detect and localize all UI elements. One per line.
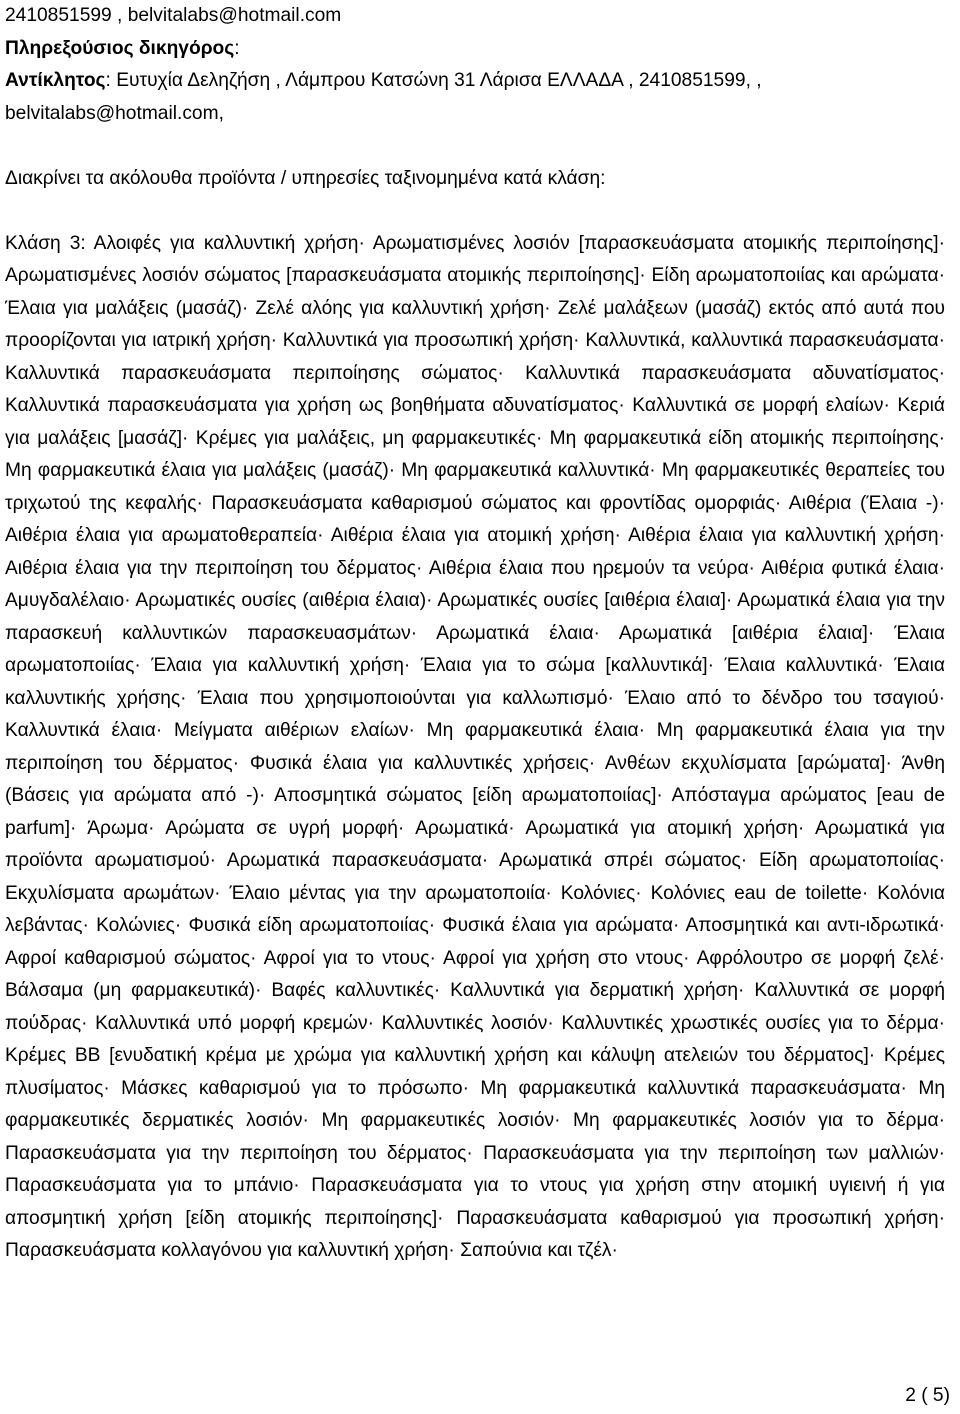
opponent-line bbox=[5, 65, 945, 98]
document-page bbox=[5, 0, 945, 1268]
blank-line bbox=[5, 195, 945, 228]
attorney-line bbox=[5, 33, 945, 66]
contact-line: 2410851599 , belvitalabs@hotmail.com bbox=[5, 5, 342, 26]
intro-line: Διακρίνει τα ακόλουθα προϊόντα / υπηρεσίες ταξινομημένα κατά κλάση: bbox=[5, 167, 606, 189]
attorney-label: Πληρεξούσιος δικηγόρος bbox=[5, 37, 235, 59]
page-number: 2 ( 5) bbox=[905, 1385, 950, 1406]
opponent-text: : Ευτυχία Δεληζήση , Λάμπρου Κατσώνη 31 Λάρισα ΕΛΛΑΔΑ , 2410851599, , bbox=[105, 70, 762, 91]
class-3-goods-list: Κλάση 3: Αλοιφές για καλλυντική χρήση· Αρωματισμένες λοσιόν [παρασκευάσματα ατομικής περιποίησης]· Αρωματισμένες λοσιόν σώματος [παρασκευάσματα ατομικής περιποίησης]· Είδη αρωματοποιίας και αρώματα· Έλαια για μαλάξεις (μασάζ)· Ζελέ αλόης για καλλυντική χρήση· Ζελέ μαλάξεων (μασάζ) εκτός από αυτά που προορίζονται για ιατρική χρήση· Καλλυντικά για προσωπική χρήση· Καλλυντικά, καλλυντικά παρασκευάσματα· Καλλυντικά παρασκευάσματα περιποίησης σώματος· Καλλυντικά παρασκευάσματα αδυνατίσματος· Καλλυντικά παρασκευάσματα για χρήση ως βοηθήματα αδυνατίσματος· Καλλυντικά σε μορφή ελαίων· Κεριά για μαλάξεις [μασάζ]· Κρέμες για μαλάξεις, μη φαρμακευτικές· Μη φαρμακευτικά είδη ατομικής περιποίησης· Μη φαρμακευτικά έλαια για μαλάξεις (μασάζ)· Μη φαρμακευτικά καλλυντικά· Μη φαρμακευτικές θεραπείες του τριχωτού της κεφαλής· Παρασκευάσματα καθαρισμού σώματος και φροντίδας ομορφιάς· Αιθέρια (Έλαια -)· Αιθέρια έλαια για αρωματοθεραπεία· Αιθέρια έλαια για ατομική χρήση· Αιθέρια έλαια για καλλυντική χρήση· Αιθέρια έλαια για την περιποίηση του δέρματος· Αιθέρια έλαια που ηρεμούν τα νεύρα· Αιθέρια φυτικά έλαια· Αμυγδαλέλαιο· Αρωματικές ουσίες (αιθέρια έλαια)· Αρωματικές ουσίες [αιθέρια έλαια]· Αρωματικά έλαια για την παρασκευή καλλυντικών παρασκευασμάτων· Αρωματικά έλαια· Αρωματικά [αιθέρια έλαια]· Έλαια αρωματοποιίας· Έλαια για καλλυντική χρήση· Έλαια για το σώμα [καλλυντικά]· Έλαια καλλυντικά· Έλαια καλλυντικής χρήσης· Έλαια που χρησιμοποιούνται για καλλωπισμό· Έλαιο από το δένδρο του τσαγιού· Καλλυντικά έλαια· Μείγματα αιθέριων ελαίων· Μη φαρμακευτικά έλαια· Μη φαρμακευτικά έλαια για την περιποίηση του δέρματος· Φυσικά έλαια για καλλυντικές χρήσεις· Ανθέων εκχυλίσματα [αρώματα]· Άνθη (Βάσεις για αρώματα από -)· Αποσμητικά σώματος [είδη αρωματοποιίας]· Απόσταγμα αρώματος [eau de parfum]· Άρωμα· Αρώματα σε υγρή μορφή· Αρωματικά· Αρωματικά για ατομική χρήση· Αρωματικά για προϊόντα αρωματισμού· Αρωματικά παρασκευάσματα· Αρωματικά σπρέι σώματος· Είδη αρωματοποιίας· Εκχυλίσματα αρωμάτων· Έλαιο μέντας για την αρωματοποιία· Κολόνιες· Κολόνιες eau de toilette· Κολόνια λεβάντας· Κολώνιες· Φυσικά είδη αρωματοποιίας· Φυσικά έλαια για αρώματα· Αποσμητικά και αντι-ιδρωτικά· Αφροί καθαρισμού σώματος· Αφροί για το ντους· Αφροί για χρήση στο ντους· Αφρόλουτρο σε μορφή ζελέ· Βάλσαμα (μη φαρμακευτικά)· Βαφές καλλυντικές· Καλλυντικά για δερματική χρήση· Καλλυντικά σε μορφή πούδρας· Καλλυντικά υπό μορφή κρεμών· Καλλυντικές λοσιόν· Καλλυντικές χρωστικές ουσίες για το δέρμα· Κρέμες BB [ενυδατική κρέμα με χρώμα για καλλυντική χρήση και κάλυψη ατελειών του δέρματος]· Κρέμες πλυσίματος· Μάσκες καθαρισμού για το πρόσωπο· Μη φαρμακευτικά καλλυντικά παρασκευάσματα· Μη φαρμακευτικές δερματικές λοσιόν· Μη φαρμακευτικές λοσιόν· Μη φαρμακευτικές λοσιόν για το δέρμα· Παρασκευάσματα για την περιποίηση του δέρματος· Παρασκευάσματα για την περιποίηση των μαλλιών· Παρασκευάσματα για το μπάνιο· Παρασκευάσματα για το ντους για χρήση στην ατομική υγιεινή ή για αποσμητική χρήση [είδη ατομικής περιποίησης]· Παρασκευάσματα καθαρισμού για προσωπική χρήση· Παρασκευάσματα κολλαγόνου για καλλυντική χρήση· Σαπούνια και τζέλ· bbox=[5, 232, 945, 1261]
opponent-label: Αντίκλητος bbox=[5, 70, 106, 91]
blank-line bbox=[5, 130, 945, 163]
attorney-suffix: : bbox=[234, 37, 240, 59]
opponent-email: belvitalabs@hotmail.com, bbox=[5, 102, 224, 124]
